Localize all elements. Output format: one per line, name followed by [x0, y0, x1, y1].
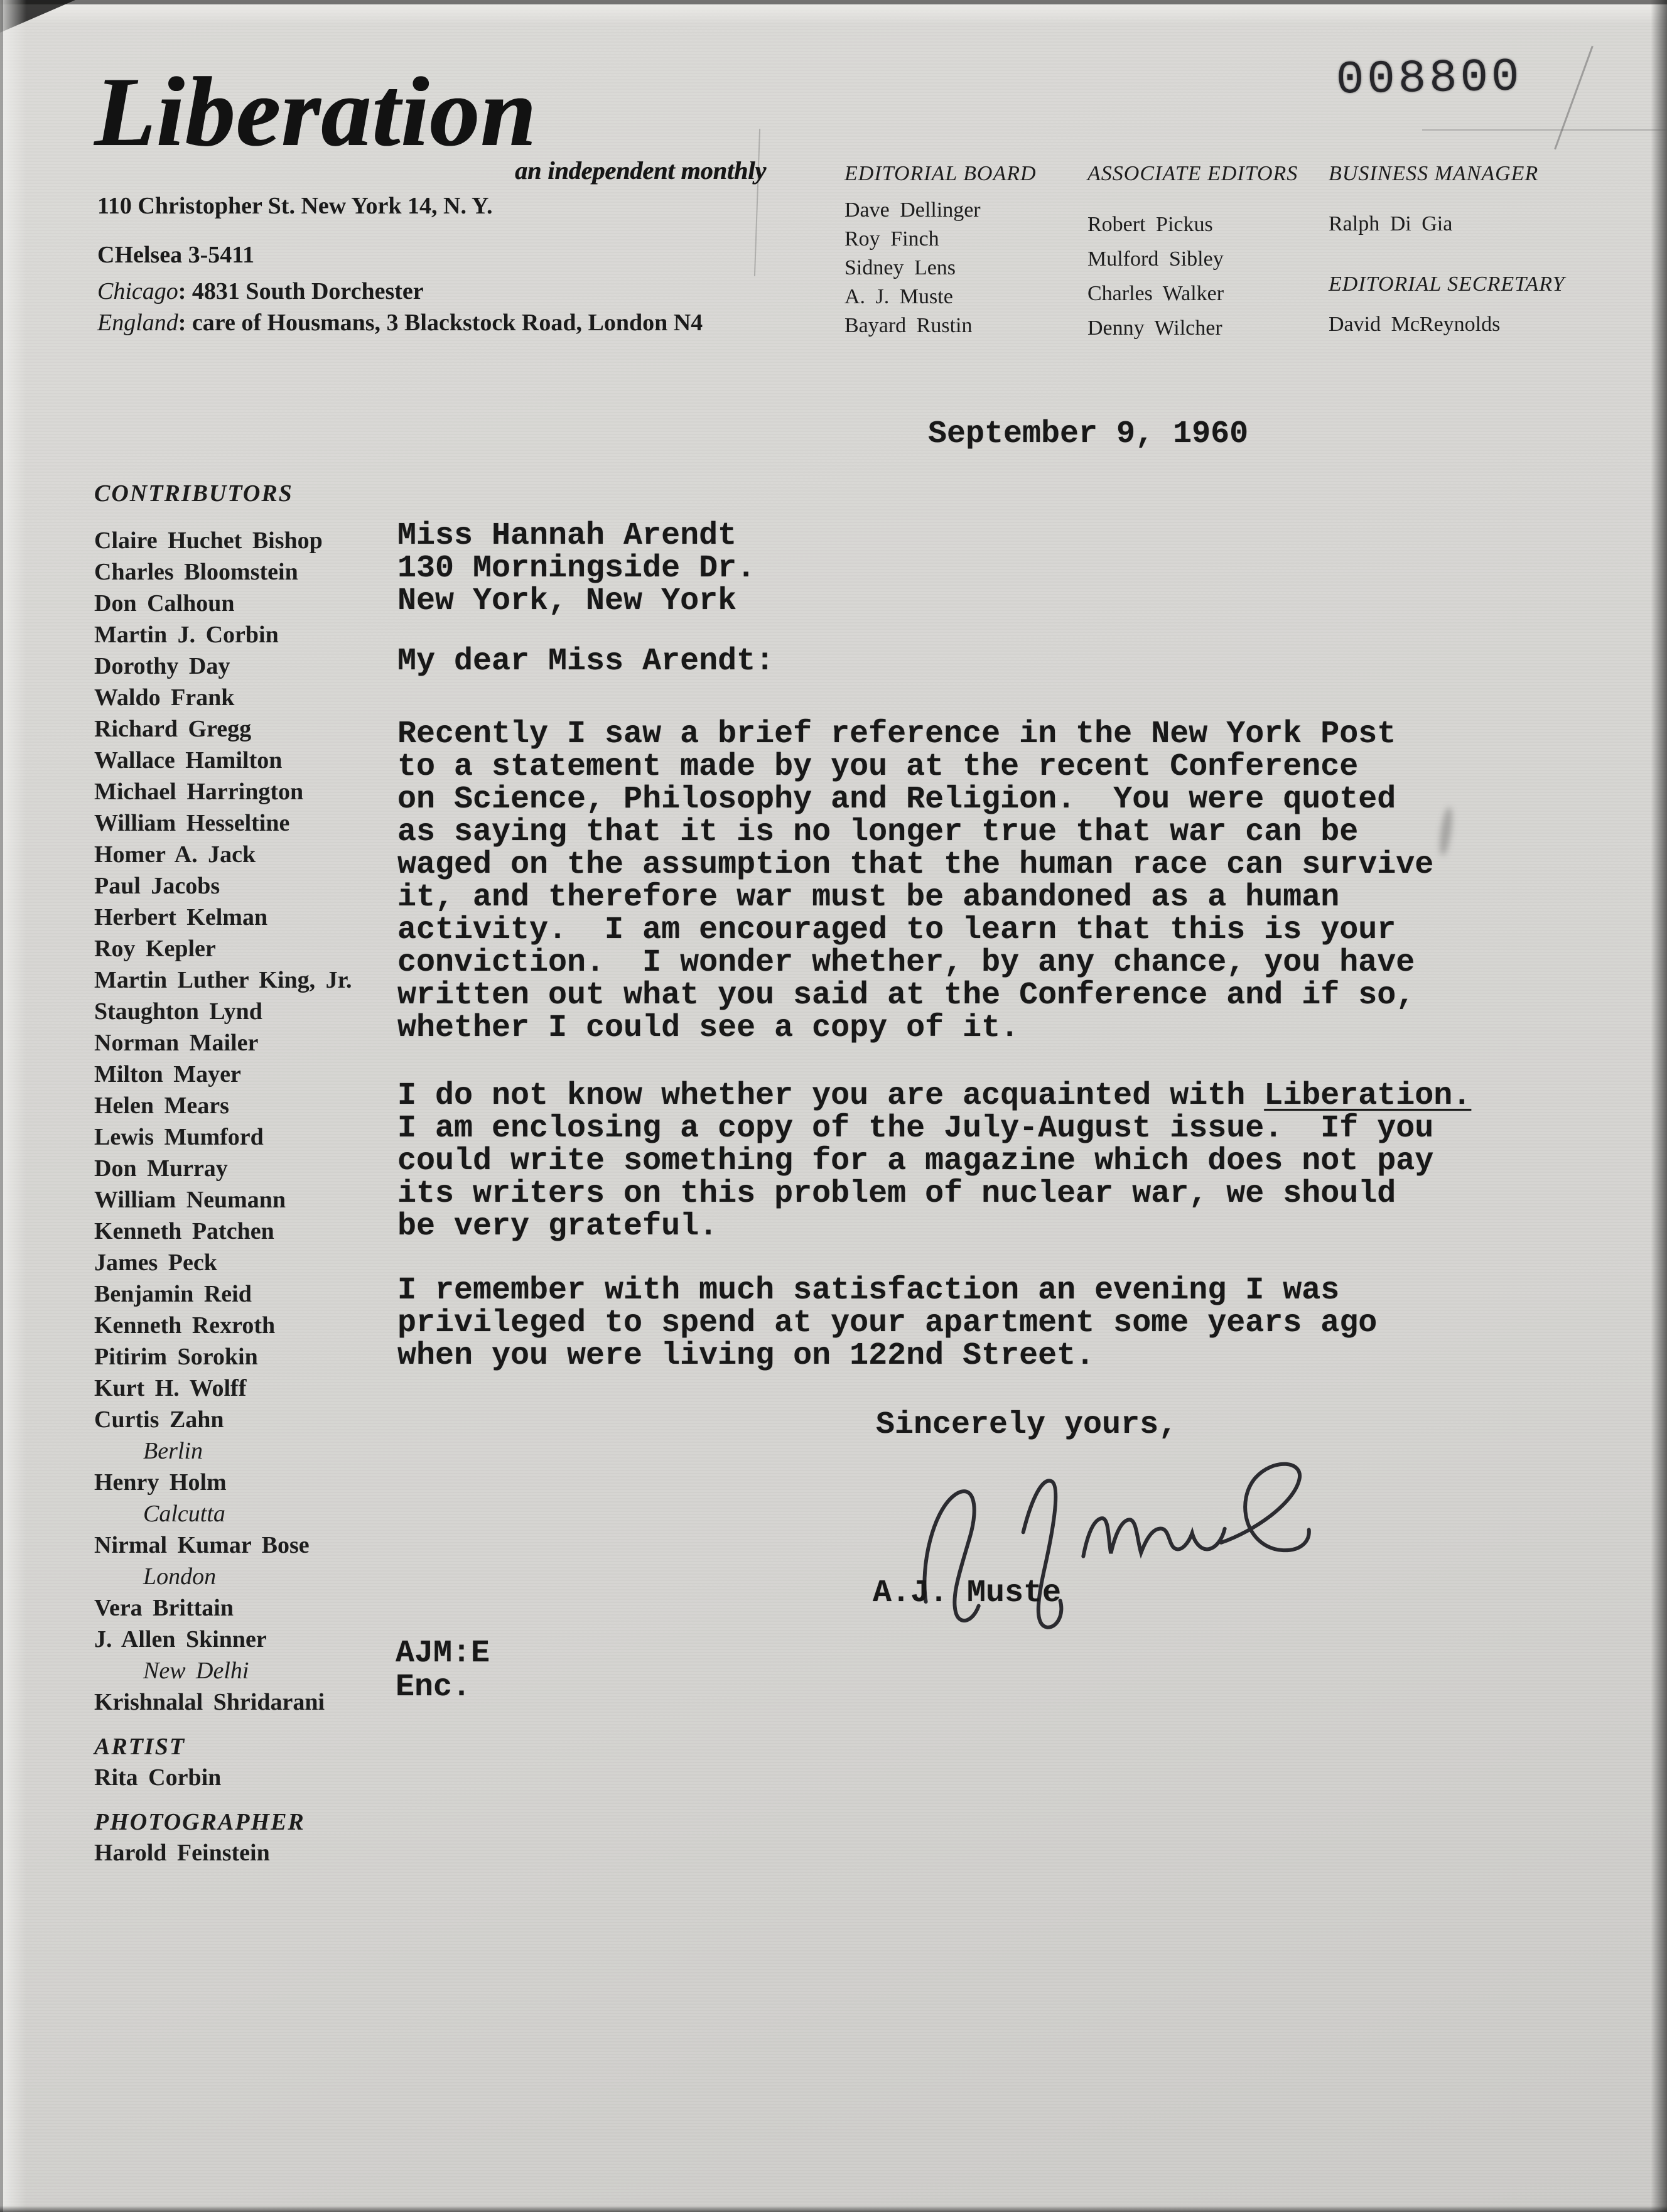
- body-line: whether I could see a copy of it.: [397, 1010, 1020, 1046]
- paper-left-light-edge: [0, 0, 26, 2212]
- contributor-entry: Don Calhoun: [94, 590, 235, 617]
- body-line: privileged to spend at your apartment some years ago: [397, 1305, 1378, 1341]
- contributor-entry: Calcutta: [143, 1501, 225, 1527]
- recipient-address-line: Miss Hannah Arendt: [397, 518, 737, 554]
- masthead-office-chicago: [97, 278, 424, 305]
- body-line: as saying that it is no longer true that war can be: [397, 814, 1359, 850]
- liberation-masthead-logo: Liberation: [94, 57, 537, 167]
- contributor-entry: London: [143, 1563, 217, 1590]
- contributor-entry: Dorothy Day: [94, 653, 230, 679]
- contributor-entry: Milton Mayer: [94, 1061, 241, 1087]
- body-line: could write something for a magazine which does not pay: [397, 1143, 1434, 1179]
- paragraph-1: [397, 718, 1433, 1045]
- contributor-entry: Benjamin Reid: [94, 1281, 252, 1307]
- contributors-list: [94, 525, 396, 1718]
- paragraph-3: [397, 1275, 1377, 1373]
- paper-top-light-edge: [0, 0, 1667, 25]
- masthead-member-name: Roy Finch: [844, 227, 939, 251]
- contributor-entry: Homer A. Jack: [94, 841, 256, 868]
- contributor-entry: Kurt H. Wolff: [94, 1375, 247, 1401]
- associate-editors-title: ASSOCIATE EDITORS: [1087, 162, 1298, 185]
- paper-crease: [1554, 46, 1594, 149]
- masthead-tagline: an independent monthly: [514, 156, 766, 185]
- body-line: I remember with much satisfaction an evening I was: [397, 1273, 1340, 1308]
- editorial-secretary-title: EDITORIAL SECRETARY: [1329, 272, 1565, 296]
- contributor-entry: Pitirim Sorokin: [94, 1344, 258, 1370]
- body-line: to a statement made by you at the recent Conference: [397, 749, 1359, 785]
- contributor-entry: Roy Kepler: [94, 936, 216, 962]
- body-line: be very grateful.: [397, 1209, 718, 1244]
- photo-left-border: [0, 0, 3, 2212]
- masthead-office-england: [97, 309, 703, 337]
- recipient-address-block: [397, 520, 755, 618]
- masthead-member-name: Mulford Sibley: [1087, 247, 1224, 271]
- body-line: when you were living on 122nd Street.: [397, 1338, 1095, 1374]
- photo-top-border: [0, 0, 1667, 4]
- body-line: its writers on this problem of nuclear war, we should: [397, 1176, 1396, 1212]
- salutation: My dear Miss Arendt:: [397, 644, 775, 679]
- managers-column: [1329, 161, 1655, 339]
- masthead-phone: CHelsea 3-5411: [97, 242, 255, 268]
- business-manager-name: Ralph Di Gia: [1329, 212, 1453, 235]
- contributor-entry: Claire Huchet Bishop: [94, 527, 323, 554]
- photo-corner-shadow: [0, 0, 75, 33]
- contributor-entry: Don Murray: [94, 1155, 228, 1182]
- contributor-entry: Waldo Frank: [94, 684, 235, 711]
- contributor-entry: Kenneth Rexroth: [94, 1312, 276, 1339]
- typed-signature-name: A.J. Muste: [873, 1575, 1062, 1611]
- contributor-entry: Herbert Kelman: [94, 904, 268, 931]
- body-line: it, and therefore war must be abandoned as a human: [397, 880, 1340, 915]
- artist-section: [94, 1732, 221, 1793]
- artist-title: ARTIST: [94, 1734, 186, 1760]
- archive-number-stamp: 008800: [1335, 51, 1523, 107]
- associate-editors-column: [1087, 161, 1326, 345]
- reference-initials: AJM:E: [396, 1636, 490, 1671]
- photographer-section: [94, 1807, 305, 1869]
- ink-smudge: [1438, 806, 1455, 856]
- contributor-entry: Richard Gregg: [94, 716, 252, 742]
- contributor-entry: Wallace Hamilton: [94, 747, 283, 774]
- editorial-board-list: [844, 196, 1083, 340]
- editorial-board-title: EDITORIAL BOARD: [844, 162, 1037, 185]
- associate-editors-list: [1087, 207, 1326, 345]
- artist-name: Rita Corbin: [94, 1764, 222, 1791]
- body-line: on Science, Philosophy and Religion. You were quoted: [397, 782, 1396, 817]
- masthead-address: 110 Christopher St. New York 14, N. Y.: [97, 193, 493, 219]
- masthead-member-name: Bayard Rustin: [844, 314, 973, 337]
- contributor-entry: William Hesseltine: [94, 810, 290, 836]
- body-line: written out what you said at the Conference and if so,: [397, 978, 1415, 1013]
- photographer-title: PHOTOGRAPHER: [94, 1809, 305, 1835]
- contributor-entry: Michael Harrington: [94, 779, 304, 805]
- body-line: waged on the assumption that the human race can survive: [397, 847, 1434, 883]
- paper-fold-line: [1422, 129, 1667, 131]
- body-line: activity. I am encouraged to learn that this is your: [397, 912, 1396, 948]
- contributor-entry: Kenneth Patchen: [94, 1218, 274, 1244]
- editorial-board-column: [844, 161, 1083, 340]
- masthead-member-name: Dave Dellinger: [844, 198, 981, 222]
- contributor-entry: Staughton Lynd: [94, 998, 262, 1025]
- contributor-entry: Charles Bloomstein: [94, 559, 298, 585]
- business-manager-title: BUSINESS MANAGER: [1329, 162, 1539, 185]
- handwritten-signature: [890, 1445, 1326, 1641]
- contributor-entry: Helen Mears: [94, 1093, 229, 1119]
- photo-bottom-shadow: [0, 2206, 1667, 2212]
- masthead-member-name: Sidney Lens: [844, 256, 956, 279]
- masthead-member-name: Denny Wilcher: [1087, 316, 1222, 340]
- contributor-entry: Berlin: [143, 1438, 203, 1464]
- contributor-entry: New Delhi: [143, 1658, 249, 1684]
- recipient-address-line: 130 Morningside Dr.: [397, 551, 756, 586]
- editorial-secretary-name: David McReynolds: [1329, 313, 1501, 336]
- contributor-entry: Curtis Zahn: [94, 1406, 224, 1433]
- contributor-entry: Norman Mailer: [94, 1030, 259, 1056]
- contributors-rail: [94, 478, 396, 1718]
- contributor-entry: James Peck: [94, 1249, 217, 1276]
- letter-date: September 9, 1960: [928, 416, 1249, 452]
- office-address: : care of Housmans, 3 Blackstock Road, London N4: [178, 310, 703, 336]
- paper-crease-vertical: [754, 129, 760, 276]
- contributors-title: CONTRIBUTORS: [94, 480, 293, 507]
- contributor-entry: Krishnalal Shridarani: [94, 1689, 325, 1715]
- contributor-entry: Lewis Mumford: [94, 1124, 264, 1150]
- contributor-entry: Vera Brittain: [94, 1595, 234, 1621]
- contributor-entry: Martin J. Corbin: [94, 622, 279, 648]
- body-line-with-underline: [397, 1080, 1471, 1113]
- office-label: England: [97, 310, 178, 336]
- contributor-entry: Nirmal Kumar Bose: [94, 1532, 310, 1558]
- paragraph-2: [397, 1080, 1471, 1243]
- underlined-magazine-title: Liberation.: [1264, 1078, 1472, 1114]
- masthead-member-name: A. J. Muste: [844, 285, 953, 308]
- photographer-name: Harold Feinstein: [94, 1840, 270, 1866]
- body-line: Recently I saw a brief reference in the New York Post: [397, 716, 1396, 752]
- masthead-member-name: Robert Pickus: [1087, 213, 1213, 236]
- masthead-member-name: Charles Walker: [1087, 282, 1224, 305]
- body-line: conviction. I wonder whether, by any chance, you have: [397, 945, 1415, 981]
- contributor-entry: Henry Holm: [94, 1469, 227, 1496]
- office-label: Chicago: [97, 278, 178, 305]
- body-text: I do not know whether you are acquainted with: [397, 1078, 1265, 1114]
- enclosure-note: Enc.: [396, 1670, 472, 1705]
- recipient-address-line: New York, New York: [397, 583, 737, 619]
- contributor-entry: Martin Luther King, Jr.: [94, 967, 352, 993]
- closing-line: Sincerely yours,: [876, 1407, 1178, 1443]
- office-address: : 4831 South Dorchester: [178, 278, 424, 305]
- contributor-entry: J. Allen Skinner: [94, 1626, 267, 1653]
- contributor-entry: William Neumann: [94, 1187, 286, 1213]
- contributor-entry: Paul Jacobs: [94, 873, 220, 899]
- body-line: I am enclosing a copy of the July-August issue. If you: [397, 1111, 1434, 1146]
- paragraph-2-rest: [397, 1113, 1471, 1243]
